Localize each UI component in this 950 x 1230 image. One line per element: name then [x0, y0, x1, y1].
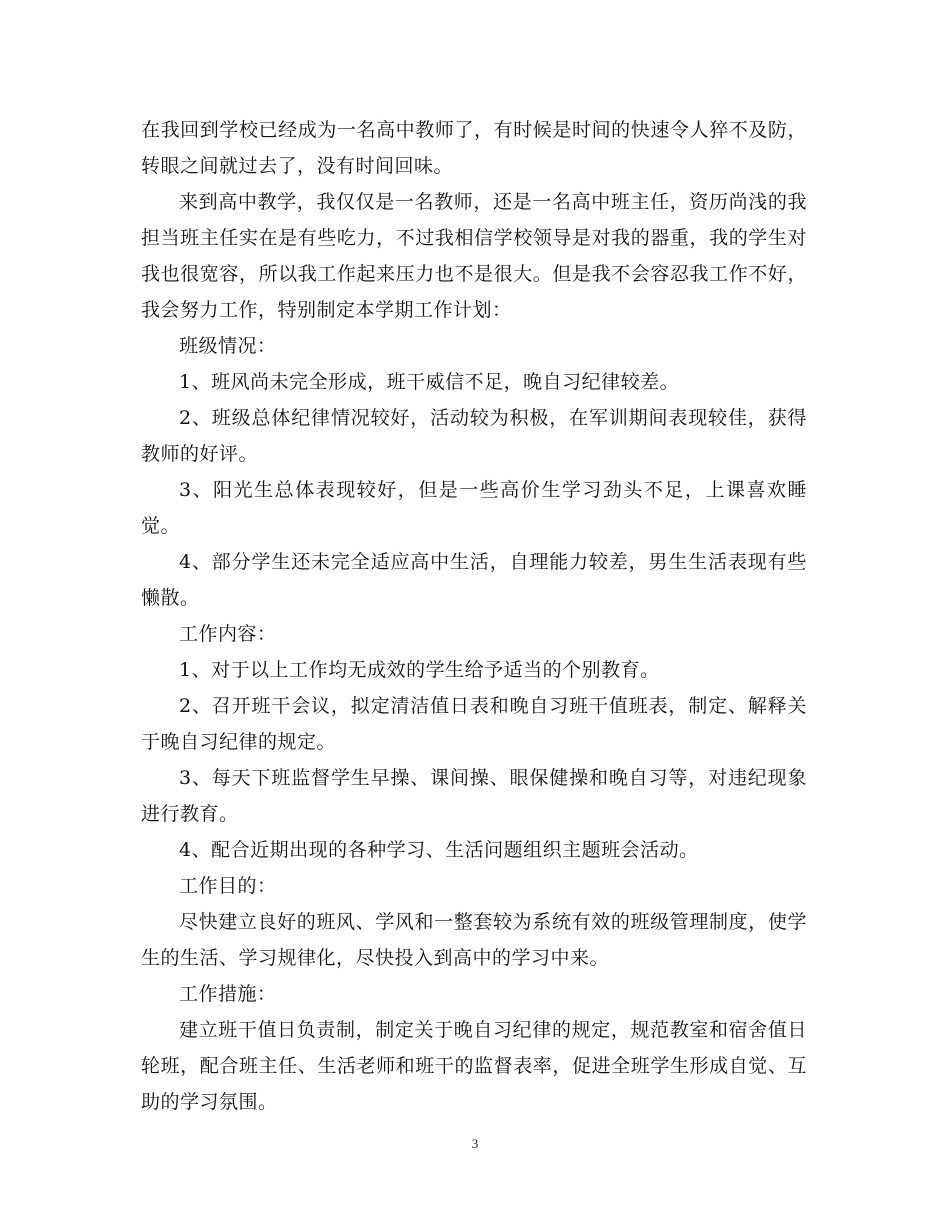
section-heading-work-content: 工作内容：: [179, 623, 277, 645]
list-item: 2、班级总体纪律情况较好，活动较为积极，在军训期间表现较佳，获得教师的好评。: [141, 407, 807, 465]
section-heading-work-purpose: 工作目的：: [179, 875, 277, 897]
section-heading-class-situation: 班级情况：: [179, 335, 277, 357]
list-item: 2、召开班干会议，拟定清洁值日表和晚自习班干值班表，制定、解释关于晚自习纪律的规定。: [141, 695, 807, 753]
list-item: 3、每天下班监督学生早操、课间操、眼保健操和晚自习等，对违纪现象进行教育。: [141, 767, 807, 825]
list-item: 3、阳光生总体表现较好，但是一些高价生学习劲头不足，上课喜欢睡觉。: [141, 479, 807, 537]
section-heading-work-measures: 工作措施：: [179, 983, 277, 1005]
list-item: 1、班风尚未完全形成，班干威信不足，晚自习纪律较差。: [179, 371, 680, 393]
list-item: 4、部分学生还未完全适应高中生活，自理能力较差，男生生活表现有些懒散。: [141, 551, 807, 609]
list-item: 4、配合近期出现的各种学习、生活问题组织主题班会活动。: [179, 839, 699, 861]
paragraph: 在我回到学校已经成为一名高中教师了，有时候是时间的快速令人猝不及防，转眼之间就过去了，没有时间回味。: [141, 119, 807, 177]
paragraph: 建立班干值日负责制，制定关于晚自习纪律的规定，规范教室和宿舍值日轮班，配合班主任、生活老师和班干的监督表率，促进全班学生形成自觉、互助的学习氛围。: [141, 1019, 807, 1113]
document-body: [141, 112, 807, 1120]
page-number: 3: [471, 1136, 479, 1151]
paragraph: 尽快建立良好的班风、学风和一整套较为系统有效的班级管理制度，使学生的生活、学习规律化，尽快投入到高中的学习中来。: [141, 911, 807, 969]
list-item: 1、对于以上工作均无成效的学生给予适当的个别教育。: [179, 659, 660, 681]
paragraph: 来到高中教学，我仅仅是一名教师，还是一名高中班主任，资历尚浅的我担当班主任实在是有些吃力，不过我相信学校领导是对我的器重，我的学生对我也很宽容，所以我工作起来压力也不是很大。但是我不会容忍我工作不好，我会努力工作，特别制定本学期工作计划：: [141, 191, 807, 321]
